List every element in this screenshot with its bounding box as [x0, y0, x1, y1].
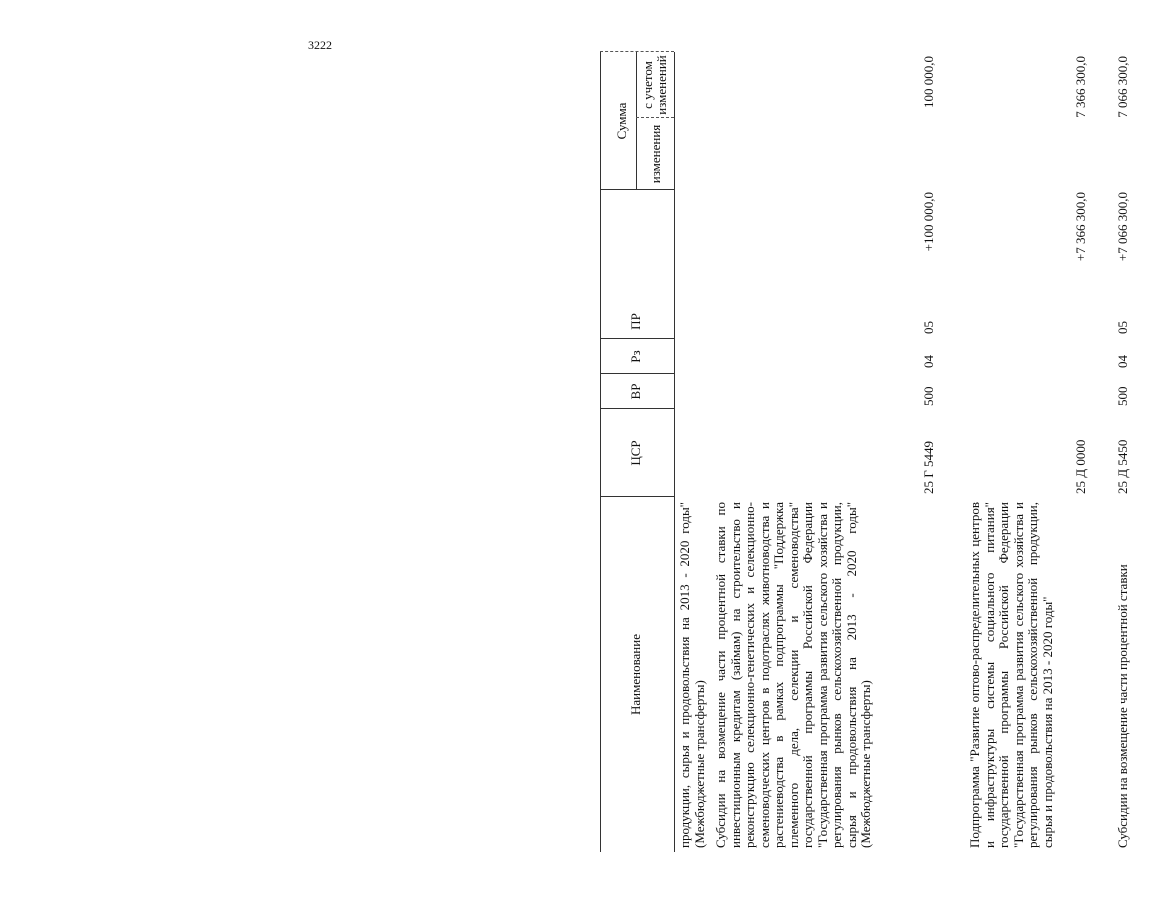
row-name: продукции, сырья и продовольствия на 2013 - 2020 годы" (Межбюджетные трансферты): [677, 502, 707, 848]
row-name: Подпрограмма "Развитие оптово-распределительных центров и инфраструктуры системы социального питания" государственной программы Российской Федерации "Государственная программа развития сельского хозяйства и регулирования рынков сельскохозяйственной продукции, сырья и продовольствия на 2013 - 2020 годы": [967, 502, 1055, 848]
row-change: +7 066 300,0: [1115, 192, 1130, 262]
header-pr: ПР: [628, 313, 643, 330]
row-csr: 25 Д 5450: [1115, 439, 1130, 494]
header-bottom-border: [674, 52, 675, 852]
row-name: Субсидии на возмещение части процентной ставки: [1115, 564, 1130, 848]
header-with-changes-line1: с учетом: [640, 61, 655, 109]
page-number: 3222: [308, 38, 332, 52]
row-vr: 500: [921, 386, 936, 406]
row-total: 7 366 300,0: [1073, 56, 1088, 118]
row-change: +7 366 300,0: [1073, 192, 1088, 262]
row-change: +100 000,0: [921, 192, 936, 252]
budget-table: [600, 52, 1160, 852]
sum-sub-border: [636, 52, 637, 190]
row-pr: 05: [921, 321, 936, 334]
table-top-border: [600, 52, 601, 852]
row-total: 7 066 300,0: [1115, 56, 1130, 118]
header-with-changes-line2: изменений: [654, 55, 669, 115]
header-rz: Рз: [628, 350, 643, 363]
header-vr: ВР: [628, 383, 643, 400]
header-name: Наименование: [628, 634, 643, 715]
row-csr: 25 Д 0000: [1073, 439, 1088, 494]
row-rz: 04: [921, 355, 936, 368]
row-csr: 25 Г 5449: [921, 440, 936, 494]
row-name: Субсидии на возмещение части процентной ставки по инвестиционным кредитам (займам) на строительство и реконструкцию селекционно-генетических и селекционно-семеноводческих центров в подотраслях животноводства и растениеводства в рамках подпрограммы "Поддержка племенного дела, селекции и семеноводства" государственной программы Российской Федерации "Государственная программа развития сельского хозяйства и регулирования рынков сельскохозяйственной продукции, сырья и продовольствия на 2013 - 2020 годы" (Межбюджетные трансферты): [713, 502, 873, 848]
row-pr: 05: [1115, 321, 1130, 334]
row-vr: 500: [1115, 386, 1130, 406]
header-csr: ЦСР: [628, 440, 643, 466]
header-sum: Сумма: [614, 102, 629, 140]
header-changes: изменения: [648, 124, 663, 184]
row-rz: 04: [1115, 355, 1130, 368]
row-total: 100 000,0: [921, 56, 936, 108]
